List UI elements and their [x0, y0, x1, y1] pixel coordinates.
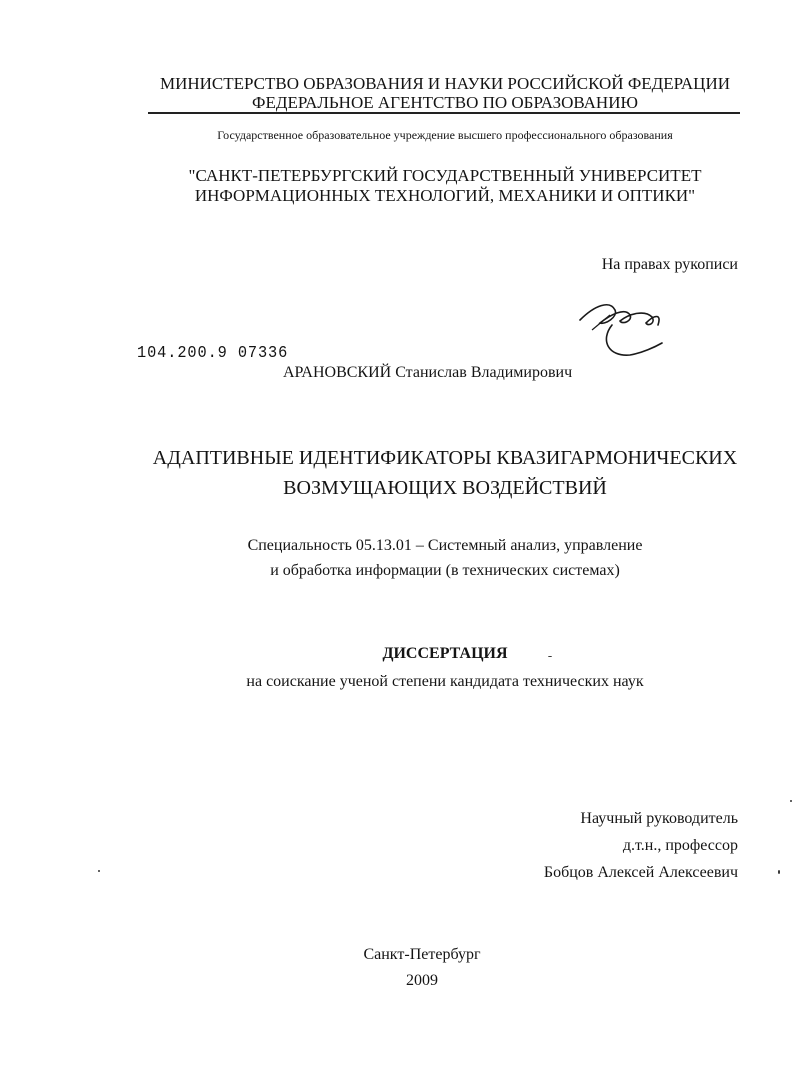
- institution-type: Государственное образовательное учреждение высшего профессионального образования: [217, 128, 673, 142]
- handwritten-signature: [570, 285, 680, 360]
- supervisor-name: Бобцов Алексей Алексеевич: [543, 864, 738, 881]
- footer: [0, 942, 794, 994]
- dissertation-title: [0, 443, 794, 503]
- author-name: АРАНОВСКИЙ Станислав Владимирович: [283, 364, 573, 381]
- university-name: [0, 166, 794, 206]
- specialty-line-2: и обработка информации (в технических системах): [270, 562, 620, 579]
- header-divider: [148, 112, 740, 114]
- specialty-line-1: Специальность 05.13.01 – Системный анализ, управление: [247, 537, 643, 554]
- inventory-stamp: 104.200.9 07336: [137, 344, 289, 363]
- document-type: ДИССЕРТАЦИЯ: [382, 645, 508, 662]
- scan-speck: [778, 870, 780, 874]
- degree-line: на соискание ученой степени кандидата технических наук: [246, 673, 644, 690]
- ministry-line-1: МИНИСТЕРСТВО ОБРАЗОВАНИЯ И НАУКИ РОССИЙСКОЙ ФЕДЕРАЦИИ: [159, 74, 731, 93]
- title-line-2: ВОЗМУЩАЮЩИХ ВОЗДЕЙСТВИЙ: [283, 477, 607, 499]
- scan-speck: [98, 870, 100, 872]
- supervisor-block: [544, 805, 738, 886]
- manuscript-note: На правах рукописи: [601, 256, 738, 273]
- ministry-header: [0, 74, 794, 112]
- city: Санкт-Петербург: [363, 946, 481, 963]
- scan-speck: [548, 656, 552, 657]
- university-line-1: "САНКТ-ПЕТЕРБУРГСКИЙ ГОСУДАРСТВЕННЫЙ УНИВЕРСИТЕТ: [188, 166, 702, 185]
- specialty: [0, 533, 794, 583]
- supervisor-role: Научный руководитель: [580, 810, 738, 827]
- title-line-1: АДАПТИВНЫЕ ИДЕНТИФИКАТОРЫ КВАЗИГАРМОНИЧЕСКИХ: [152, 447, 738, 469]
- university-line-2: ИНФОРМАЦИОННЫХ ТЕХНОЛОГИЙ, МЕХАНИКИ И ОПТИКИ": [194, 186, 696, 205]
- scan-speck: [790, 800, 792, 802]
- supervisor-degree: д.т.н., профессор: [622, 837, 738, 854]
- ministry-line-2: ФЕДЕРАЛЬНОЕ АГЕНТСТВО ПО ОБРАЗОВАНИЮ: [252, 93, 638, 112]
- year: 2009: [406, 972, 438, 989]
